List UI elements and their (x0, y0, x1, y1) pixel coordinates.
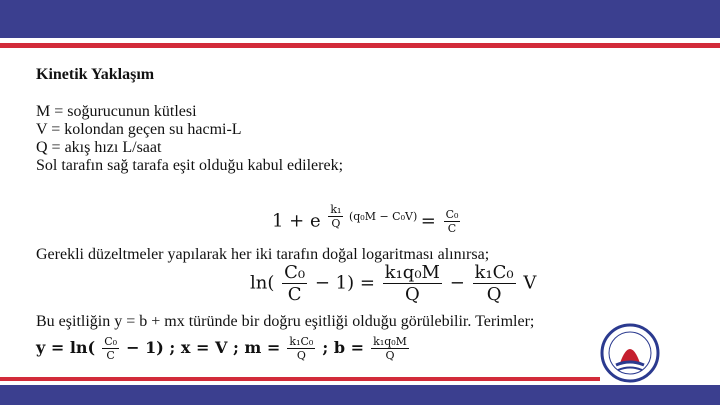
eq3-b-fraction: $\frac{\text{k₁q₀M}}{Q}$ (373, 335, 407, 362)
eq1-exp-fraction: $\frac{\text{k₁}}{Q}$ (330, 203, 342, 230)
log-text: Gerekli düzeltmeler yapılarak her iki tarafın doğal logaritması alınırsa; (36, 246, 490, 263)
eq1-rhs-fraction: $\frac{\text{C₀}}{C}$ (445, 208, 459, 235)
eq1-lhs: 1 + e (272, 210, 321, 232)
definition-line-1: M = soğurucunun kütlesi (36, 103, 197, 120)
slide-title: Kinetik Yaklaşım (36, 66, 155, 83)
bottom-red-line (0, 377, 600, 381)
eq1-exp-paren: (q₀M − C₀V) (348, 209, 418, 223)
equation-2: ln( $\frac{\text{C₀}}{C}$ − 1) = $\frac{\text{k₁q₀M}}{Q}$ − $\frac{\text{k₁C₀}}{Q}$ V (250, 262, 537, 305)
eq2-frac-2: $\frac{\text{k₁q₀M}}{Q}$ (384, 262, 440, 305)
definition-line-4: Sol tarafın sağ tarafa eşit olduğu kabul edilerek; (36, 157, 344, 174)
top-red-line (0, 43, 720, 48)
university-seal-icon (600, 323, 660, 383)
top-blue-bar (0, 0, 720, 38)
bottom-blue-bar (0, 385, 720, 405)
equation-1: 1 + e $^{\frac{\text{k₁}}{Q} (q_0M - C_0V)}$ = $\frac{\text{C₀}}{C}$ (272, 203, 459, 235)
definitions (36, 103, 343, 175)
definition-line-3: Q = akış hızı L/saat (36, 139, 162, 156)
eq2-frac-3: $\frac{\text{k₁C₀}}{Q}$ (474, 262, 514, 305)
eq3-m-fraction: $\frac{\text{k₁C₀}}{Q}$ (289, 335, 314, 362)
eq2-frac-1: $\frac{\text{C₀}}{C}$ (284, 262, 306, 305)
equation-3: y = ln( $\frac{\text{C₀}}{C}$ − 1) ; x = V ; m = $\frac{\text{k₁C₀}}{Q}$ ; b = $\frac{\text{k₁q₀M}}{Q}$ (36, 335, 407, 362)
eq3-frac-1: $\frac{\text{C₀}}{C}$ (104, 335, 118, 362)
definition-line-2: V = kolondan geçen su hacmi-L (36, 121, 242, 138)
linear-text: Bu eşitliğin y = b + mx türünde bir doğru eşitliği olduğu görülebilir. Terimler; (36, 313, 535, 330)
